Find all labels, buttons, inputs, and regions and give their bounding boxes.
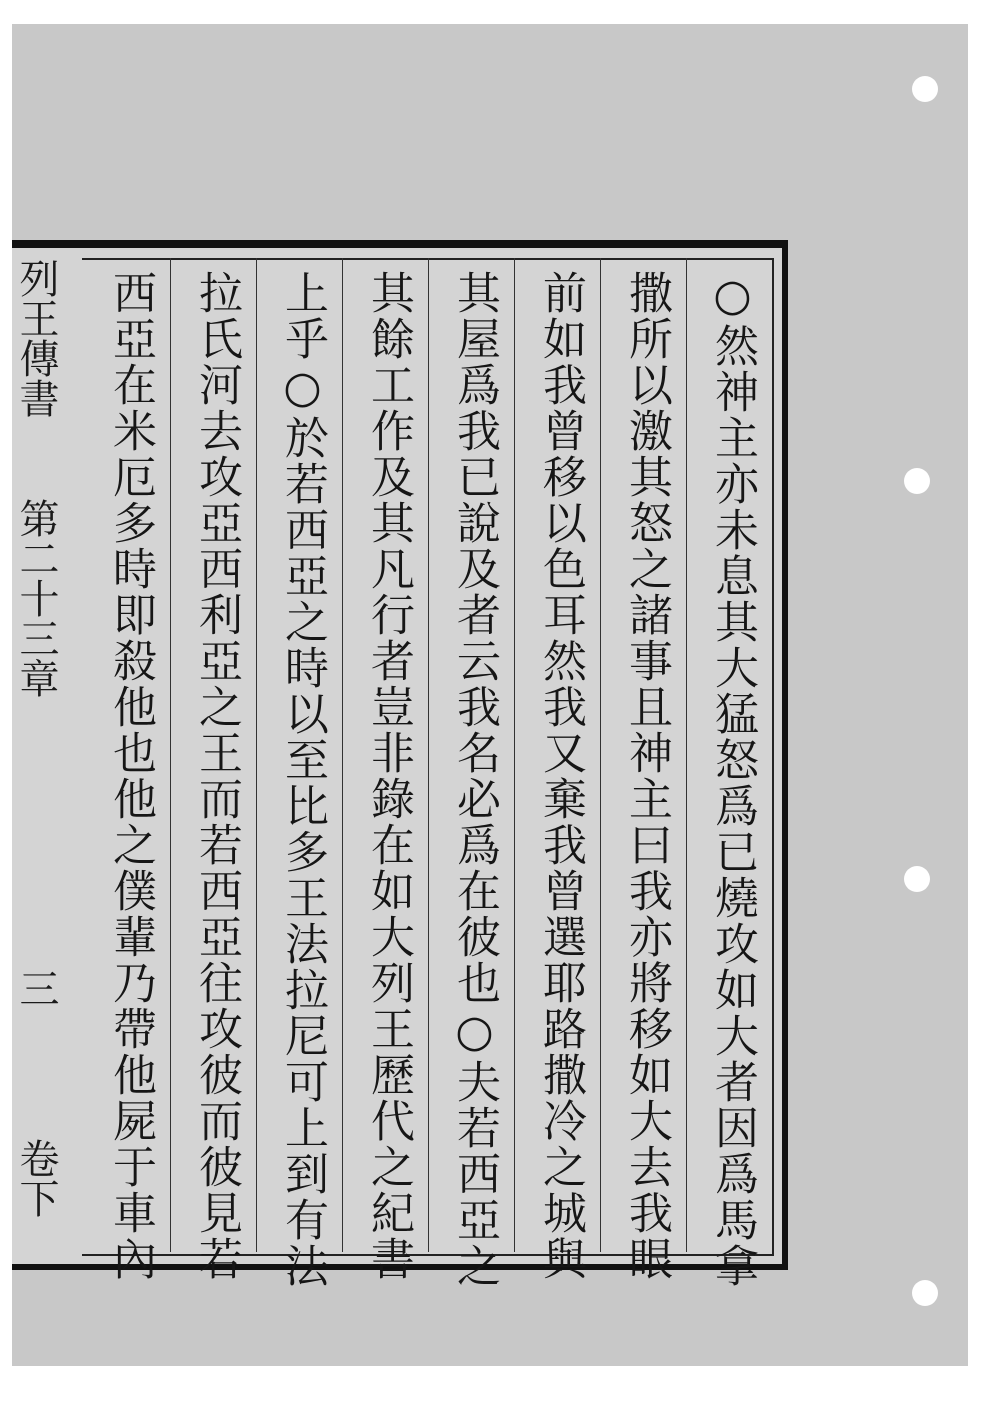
column-rule <box>342 258 343 1252</box>
text-column-3: 前如我曾移以色耳然我又棄我曾選耶路撒冷之城與 <box>535 270 586 1282</box>
column-rule <box>600 258 601 1252</box>
text-block-inner <box>12 248 782 1289</box>
margin-page-number: 三 <box>13 968 59 1008</box>
column-rule <box>686 258 687 1252</box>
binder-hole <box>912 76 938 102</box>
column-rule <box>256 258 257 1252</box>
margin-volume: 卷下 <box>13 1138 59 1218</box>
column-rule <box>514 258 515 1252</box>
text-column-2: 撒所以激其怒之諸事且神主曰我亦將移如大去我眼 <box>621 270 672 1282</box>
column-rule <box>170 258 171 1252</box>
column-rule <box>428 258 429 1252</box>
binder-hole <box>904 468 930 494</box>
text-column-8: 西亞在米厄多時即殺他也他之僕輩乃帶他屍于車內 <box>105 270 156 1282</box>
text-column-7: 拉氏河去攻亞西利亞之王而若西亞往攻彼而彼見若 <box>191 270 242 1282</box>
binder-hole <box>904 866 930 892</box>
text-column-4: 其屋爲我已說及者云我名必爲在彼也○夫若西亞之 <box>449 270 500 1289</box>
text-column-1: ○然神主亦未息其大猛怒爲已燒攻如大者因爲馬拿 <box>707 270 758 1289</box>
text-column-6: 上乎○於若西亞之時以至比多王法拉尼可上到有法 <box>277 270 328 1289</box>
binder-hole <box>912 1280 938 1306</box>
margin-book-title: 列王傳書 <box>13 258 59 418</box>
margin-chapter: 第二十三章 <box>13 498 59 698</box>
text-block <box>12 240 788 1289</box>
text-column-5: 其餘工作及其凡行者豈非錄在如大列王歷代之紀書 <box>363 270 414 1282</box>
